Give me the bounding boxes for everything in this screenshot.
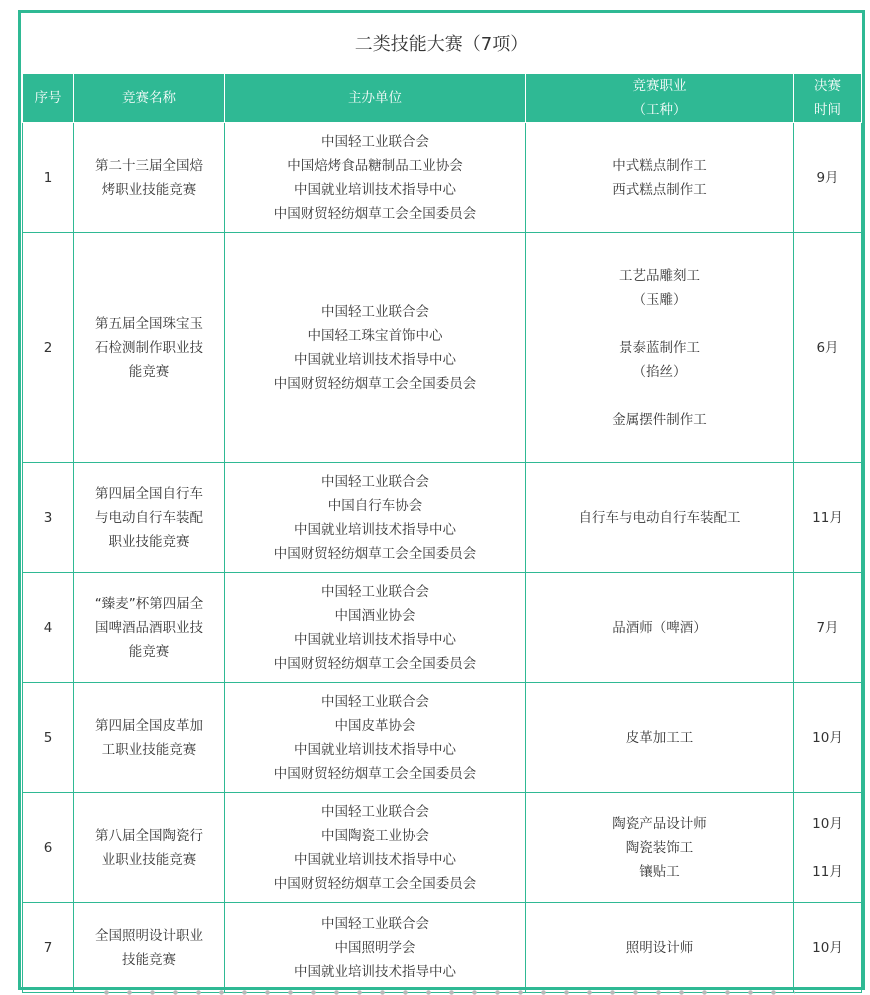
- final-time: 11月: [794, 463, 862, 573]
- occupations: 工艺品雕刻工 （玉雕） 景泰蓝制作工 （掐丝） 金属摆件制作工: [526, 233, 794, 463]
- organizers: 中国轻工业联合会 中国焙烤食品糖制品工业协会 中国就业培训技术指导中心 中国财贸轻纺烟草工会全国委员会: [225, 123, 526, 233]
- table-row: [23, 233, 862, 463]
- competition-name: 第八届全国陶瓷行 业职业技能竞赛: [74, 793, 225, 903]
- final-time: 9月: [794, 123, 862, 233]
- table-row: [23, 903, 862, 993]
- occupations: 皮革加工工: [526, 683, 794, 793]
- competition-table: [22, 73, 862, 993]
- header-index: 序号: [23, 74, 74, 123]
- header-row: [23, 74, 862, 123]
- occupations: 中式糕点制作工 西式糕点制作工: [526, 123, 794, 233]
- header-occupation: 竞赛职业 （工种）: [526, 74, 794, 123]
- final-time: 6月: [794, 233, 862, 463]
- competition-name: 第二十三届全国焙 烤职业技能竞赛: [74, 123, 225, 233]
- row-index: 4: [23, 573, 74, 683]
- table-row: [23, 793, 862, 903]
- table-title: 二类技能大赛（7项）: [354, 34, 529, 55]
- decorative-dots: [95, 990, 795, 995]
- competition-name: “臻麦”杯第四届全 国啤酒品酒职业技 能竞赛: [74, 573, 225, 683]
- occupations: 照明设计师: [526, 903, 794, 993]
- organizers: 中国轻工业联合会 中国皮革协会 中国就业培训技术指导中心 中国财贸轻纺烟草工会全国委员会: [225, 683, 526, 793]
- final-time: 7月: [794, 573, 862, 683]
- final-time: 10月 11月: [794, 793, 862, 903]
- organizers: 中国轻工业联合会 中国轻工珠宝首饰中心 中国就业培训技术指导中心 中国财贸轻纺烟草工会全国委员会: [225, 233, 526, 463]
- occupations: 品酒师（啤酒）: [526, 573, 794, 683]
- row-index: 5: [23, 683, 74, 793]
- organizers: 中国轻工业联合会 中国陶瓷工业协会 中国就业培训技术指导中心 中国财贸轻纺烟草工会全国委员会: [225, 793, 526, 903]
- final-time: 10月: [794, 903, 862, 993]
- table-row: [23, 463, 862, 573]
- row-index: 1: [23, 123, 74, 233]
- row-index: 3: [23, 463, 74, 573]
- competition-name: 第四届全国皮革加 工职业技能竞赛: [74, 683, 225, 793]
- table-row: [23, 683, 862, 793]
- final-time: 10月: [794, 683, 862, 793]
- occupations: 陶瓷产品设计师 陶瓷装饰工 镶贴工: [526, 793, 794, 903]
- row-index: 2: [23, 233, 74, 463]
- header-organizers: 主办单位: [225, 74, 526, 123]
- organizers: 中国轻工业联合会 中国酒业协会 中国就业培训技术指导中心 中国财贸轻纺烟草工会全国委员会: [225, 573, 526, 683]
- occupations: 自行车与电动自行车装配工: [526, 463, 794, 573]
- competition-name: 全国照明设计职业 技能竞赛: [74, 903, 225, 993]
- header-name: 竞赛名称: [74, 74, 225, 123]
- table-row: [23, 123, 862, 233]
- header-final-time: 决赛 时间: [794, 74, 862, 123]
- competition-name: 第四届全国自行车 与电动自行车装配 职业技能竞赛: [74, 463, 225, 573]
- row-index: 6: [23, 793, 74, 903]
- competition-table-frame: [18, 10, 865, 990]
- table-row: [23, 573, 862, 683]
- organizers: 中国轻工业联合会 中国自行车协会 中国就业培训技术指导中心 中国财贸轻纺烟草工会全国委员会: [225, 463, 526, 573]
- row-index: 7: [23, 903, 74, 993]
- organizers: 中国轻工业联合会 中国照明学会 中国就业培训技术指导中心: [225, 903, 526, 993]
- competition-name: 第五届全国珠宝玉 石检测制作职业技 能竞赛: [74, 233, 225, 463]
